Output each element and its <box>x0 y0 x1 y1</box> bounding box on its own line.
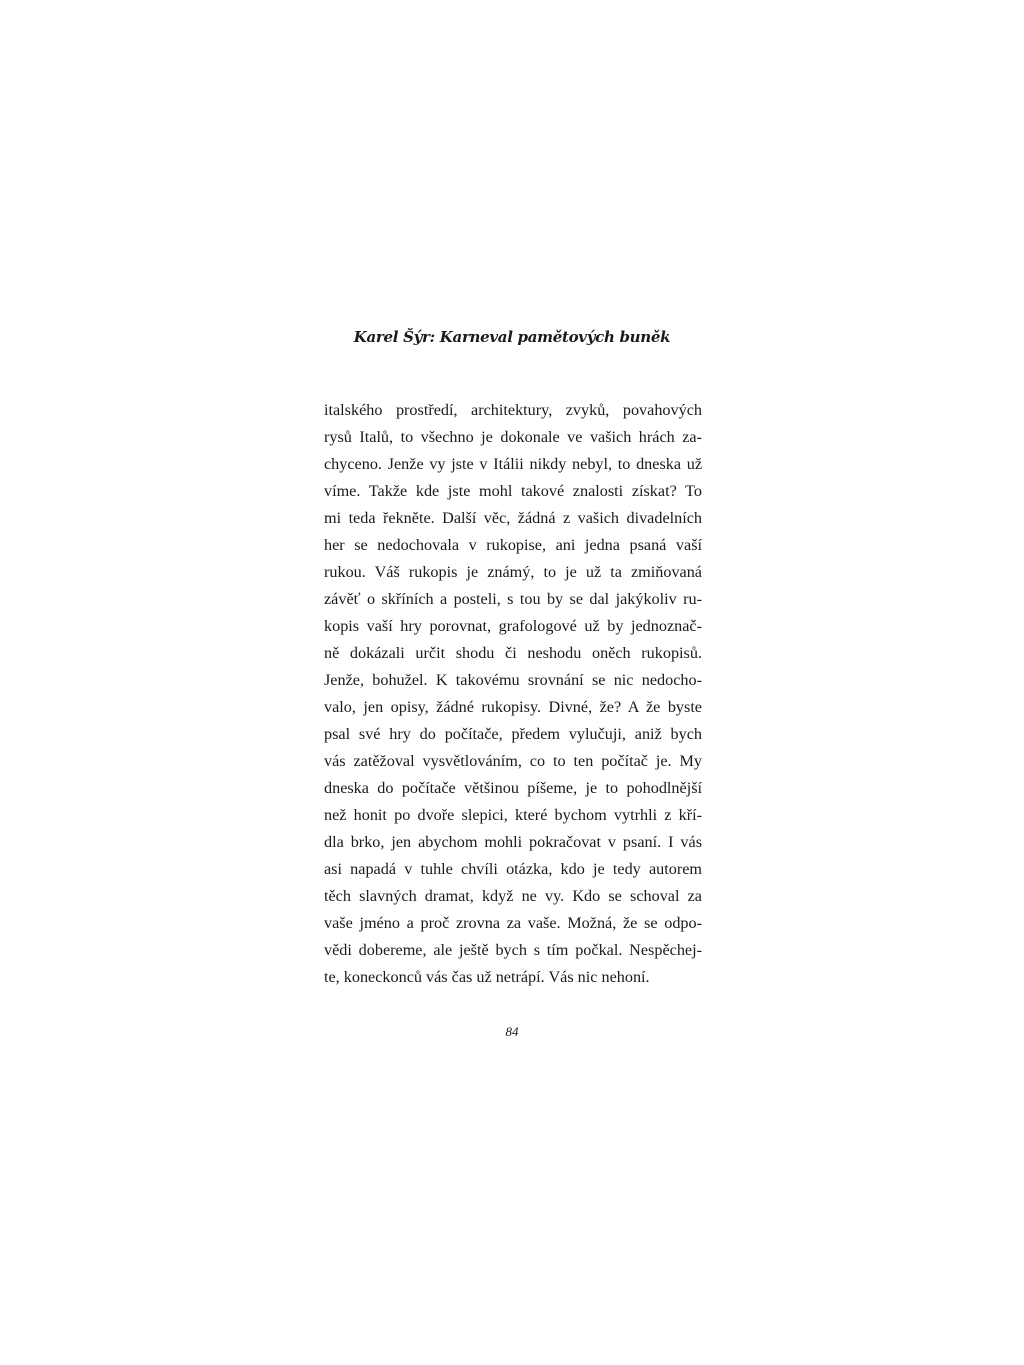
page-number: 84 <box>505 1024 519 1039</box>
text-line: mi teda řekněte. Další věc, žádná z vašich divadelních <box>324 509 702 527</box>
text-line: kopis vaší hry porovnat, grafologové už by jednoznač- <box>324 617 702 635</box>
text-line: chyceno. Jenže vy jste v Itálii nikdy nebyl, to dneska už <box>324 455 702 473</box>
text-line: her se nedochovala v rukopise, ani jedna psaná vaší <box>324 536 702 554</box>
text-line: vás zatěžoval vysvětlováním, co to ten počítač je. My <box>324 752 702 770</box>
text-line: psal své hry do počítače, předem vylučuji, aniž bych <box>324 725 702 743</box>
text-line: asi napadá v tuhle chvíli otázka, kdo je tedy autorem <box>324 860 702 878</box>
running-header: Karel Šýr: Karneval pamětových buněk <box>353 328 671 346</box>
text-line: ně dokázali určit shodu či neshodu oněch rukopisů. <box>324 644 702 662</box>
text-line: závěť o skříních a posteli, s tou by se dal jakýkoliv ru- <box>324 590 702 608</box>
text-line: dneska do počítače většinou píšeme, je to pohodlnější <box>324 779 702 797</box>
body-text <box>324 397 702 991</box>
text-line: valo, jen opisy, žádné rukopisy. Divné, že? A že byste <box>324 698 702 716</box>
text-line: italského prostředí, architektury, zvyků, povahových <box>324 401 702 419</box>
text-line: te, koneckonců vás čas už netrápí. Vás nic nehoní. <box>324 968 650 986</box>
text-line: těch slavných dramat, když ne vy. Kdo se schoval za <box>324 887 702 905</box>
text-line: rysů Italů, to všechno je dokonale ve vašich hrách za- <box>324 428 702 446</box>
text-line: než honit po dvoře slepici, které bychom vytrhli z kří- <box>324 806 702 824</box>
text-line: víme. Takže kde jste mohl takové znalosti získat? To <box>324 482 702 500</box>
text-line: vaše jméno a proč zrovna za vaše. Možná, že se odpo- <box>324 914 702 932</box>
text-line: rukou. Váš rukopis je známý, to je už ta zmiňovaná <box>324 563 702 581</box>
text-line: dla brko, jen abychom mohli pokračovat v psaní. I vás <box>324 833 702 851</box>
text-line: Jenže, bohužel. K takovému srovnání se nic nedocho- <box>324 671 702 689</box>
text-line: vědi dobereme, ale ještě bych s tím počkal. Nespěchej- <box>324 941 702 959</box>
